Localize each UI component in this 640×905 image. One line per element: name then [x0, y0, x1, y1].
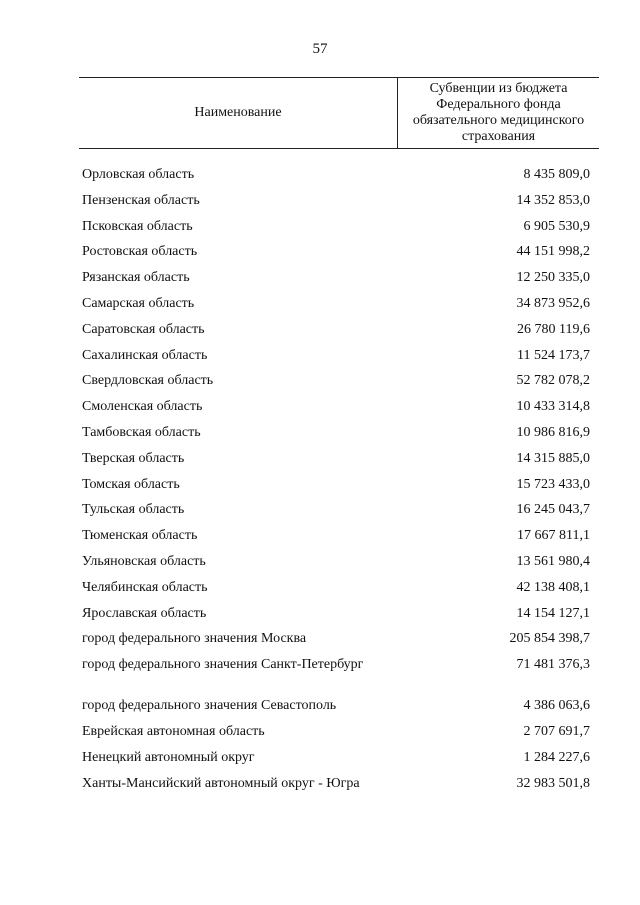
table-row: [82, 241, 590, 267]
table-row: [82, 499, 590, 525]
row-value: 14 154 127,1: [516, 605, 590, 621]
table-row: [82, 448, 590, 474]
table-row: [82, 654, 590, 695]
row-name: Рязанская область: [82, 270, 190, 286]
row-name: Пензенская область: [82, 192, 200, 208]
table-row: [82, 396, 590, 422]
row-name: Тверская область: [82, 450, 185, 466]
row-name: город федерального значения Санкт-Петербург: [82, 657, 364, 673]
row-name: Ненецкий автономный округ: [82, 749, 255, 765]
row-value: 42 138 408,1: [516, 579, 590, 595]
table-row: [82, 628, 590, 654]
row-value: 15 723 433,0: [516, 476, 590, 492]
table-row: [82, 267, 590, 293]
row-value: 11 524 173,7: [517, 347, 590, 363]
row-name: город федерального значения Севастополь: [82, 698, 337, 714]
row-name: город федерального значения Москва: [82, 631, 307, 647]
table-row: [82, 525, 590, 551]
table-row: [82, 293, 590, 319]
row-value: 32 983 501,8: [516, 775, 590, 791]
table-row: [82, 747, 590, 773]
row-name: Смоленская область: [82, 399, 203, 415]
row-name: Ханты-Мансийский автономный округ - Югра: [82, 775, 360, 791]
column-header-name: Наименование: [79, 78, 398, 148]
table-row: [82, 551, 590, 577]
row-value: 2 707 691,7: [523, 723, 590, 739]
table-row: [82, 773, 590, 814]
row-value: 1 284 227,6: [523, 749, 590, 765]
table-row: [82, 422, 590, 448]
row-name: Сахалинская область: [82, 347, 208, 363]
table-row: [82, 345, 590, 371]
row-name: Тамбовская область: [82, 424, 201, 440]
row-value: 14 352 853,0: [516, 192, 590, 208]
row-name: Тульская область: [82, 502, 185, 518]
page-number: 57: [312, 41, 328, 57]
row-name: Орловская область: [82, 167, 195, 182]
row-name: Ростовская область: [82, 244, 198, 260]
row-name: Ульяновская область: [82, 553, 206, 569]
table-row: [82, 319, 590, 345]
table-body: [82, 164, 590, 814]
table-row: [82, 474, 590, 500]
table-row: [82, 190, 590, 216]
row-value: 26 780 119,6: [517, 321, 590, 337]
column-header-subvention: Субвенции из бюджета Федерального фонда обязательного медицинского страхования: [412, 81, 585, 144]
row-value: 16 245 043,7: [516, 502, 590, 518]
row-value: 44 151 998,2: [516, 244, 590, 260]
row-value: 13 561 980,4: [516, 553, 590, 569]
row-value: 34 873 952,6: [516, 295, 590, 311]
row-value: 4 386 063,6: [523, 698, 590, 714]
row-value: 14 315 885,0: [516, 450, 590, 466]
row-name: Псковская область: [82, 218, 193, 234]
row-value: 10 433 314,8: [516, 399, 590, 415]
table-row: [82, 577, 590, 603]
table-row: [82, 164, 590, 190]
row-name: Челябинская область: [82, 579, 208, 595]
table-row: [82, 721, 590, 747]
row-name: Ярославская область: [82, 605, 207, 621]
row-value: 12 250 335,0: [516, 270, 590, 286]
row-name: Тюменская область: [82, 528, 198, 544]
row-value: 71 481 376,3: [516, 657, 590, 673]
row-value: 8 435 809,0: [523, 167, 590, 182]
row-value: 52 782 078,2: [516, 373, 590, 389]
table-row: [82, 695, 590, 721]
row-name: Самарская область: [82, 295, 195, 311]
table-header: [79, 77, 599, 149]
row-value: 205 854 398,7: [509, 631, 590, 647]
table-row: [82, 603, 590, 629]
table-row: [82, 370, 590, 396]
row-value: 17 667 811,1: [517, 528, 590, 544]
row-name: Свердловская область: [82, 373, 214, 389]
row-name: Томская область: [82, 476, 180, 492]
row-value: 10 986 816,9: [516, 424, 590, 440]
row-value: 6 905 530,9: [523, 218, 590, 234]
table-row: [82, 216, 590, 242]
row-name: Саратовская область: [82, 321, 205, 337]
row-name: Еврейская автономная область: [82, 723, 265, 739]
